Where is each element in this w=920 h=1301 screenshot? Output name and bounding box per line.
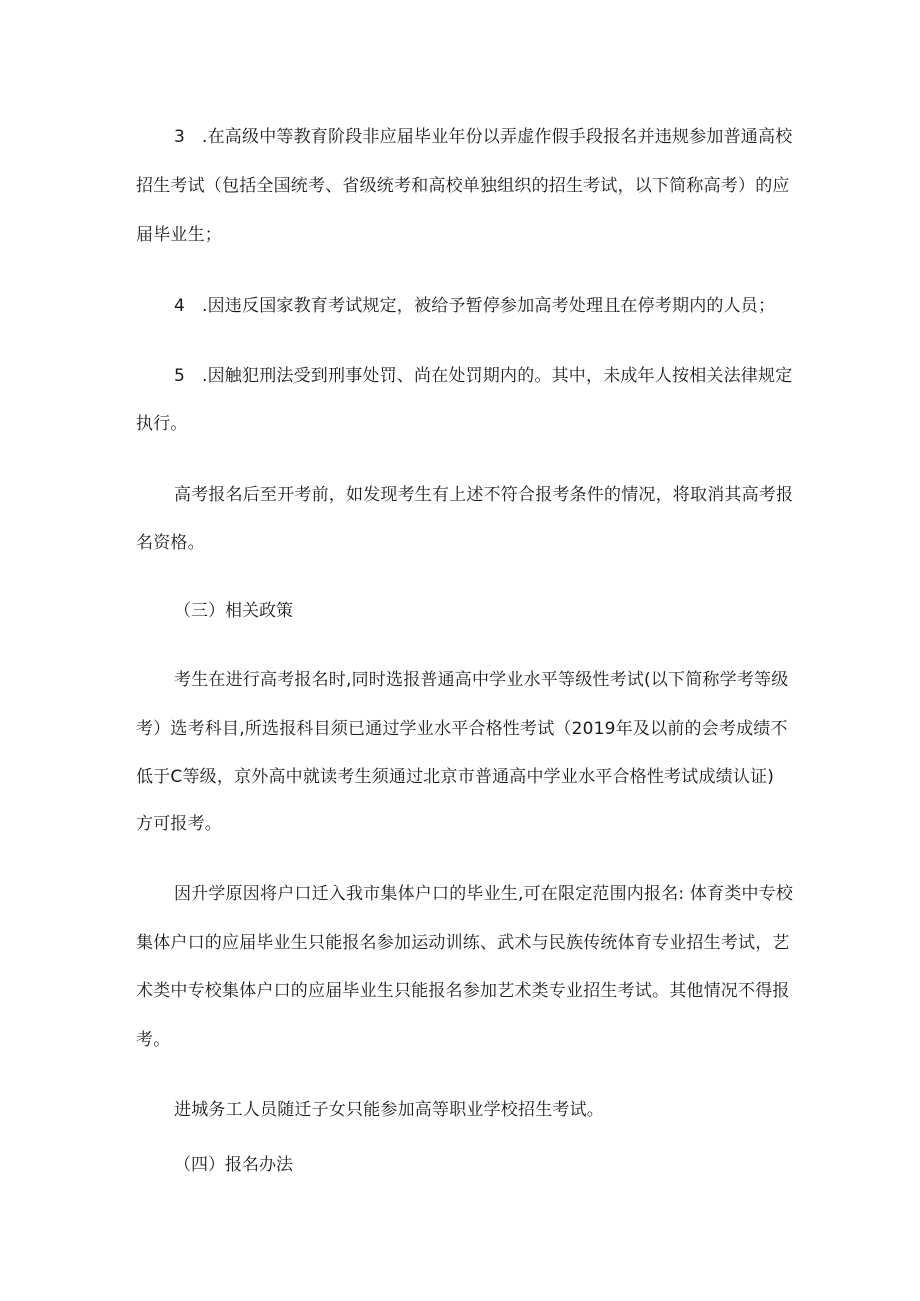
- migrant-line-1: 进城务工人员随迁子女只能参加高等职业学校招生考试。: [174, 1100, 604, 1120]
- hukou-line-1: 因升学原因将户口迁入我市集体户口的毕业生,可在限定范围内报名: 体育类中专校: [174, 884, 794, 904]
- policy-line-4: 方可报考。: [136, 814, 222, 834]
- cancel-line-2: 名资格。: [136, 533, 205, 553]
- item-3-line-3: 届毕业生；: [136, 225, 222, 245]
- item-3-line-1: [174, 126, 792, 148]
- item-4-number: 4: [174, 296, 186, 316]
- section-heading-3: （三）相关政策: [174, 601, 293, 621]
- hukou-line-3: 术类中专校集体户口的应届毕业生只能报名参加艺术类专业招生考试。其他情况不得报: [136, 981, 790, 1001]
- policy-line-3: 低于C等级，京外高中就读考生须通过北京市普通高中学业水平合格性考试成绩认证): [136, 767, 775, 787]
- item-5-line-1: [174, 365, 792, 387]
- item-3-text-1: .在高级中等教育阶段非应届毕业年份以弄虚作假手段报名并违规参加普通高校: [202, 127, 793, 147]
- item-3-line-2: 招生考试（包括全国统考、省级统考和高校单独组织的招生考试，以下简称高考）的应: [136, 176, 790, 196]
- policy-line-1: 考生在进行高考报名时,同时选报普通高中学业水平等级性考试(以下简称学考等级: [174, 670, 789, 690]
- item-5-text-1: .因触犯刑法受到刑事处罚、尚在处罚期内的。其中，未成年人按相关法律规定: [202, 366, 793, 386]
- item-4-line-1: [174, 295, 775, 317]
- policy-line-2: 考）选考科目,所选报科目须已通过学业水平合格性考试（2019年及以前的会考成绩不: [136, 719, 788, 739]
- hukou-line-4: 考。: [136, 1030, 171, 1050]
- section-heading-4: （四）报名办法: [174, 1155, 293, 1175]
- cancel-line-1: 高考报名后至开考前，如发现考生有上述不符合报考条件的情况，将取消其高考报: [174, 485, 794, 505]
- item-3-number: 3: [174, 127, 186, 147]
- item-5-number: 5: [174, 366, 186, 386]
- hukou-line-2: 集体户口的应届毕业生只能报名参加运动训练、武术与民族传统体育专业招生考试，艺: [136, 933, 790, 953]
- item-4-text-1: .因违反国家教育考试规定，被给予暂停参加高考处理且在停考期内的人员；: [202, 296, 776, 316]
- item-5-line-2: 执行。: [136, 414, 188, 434]
